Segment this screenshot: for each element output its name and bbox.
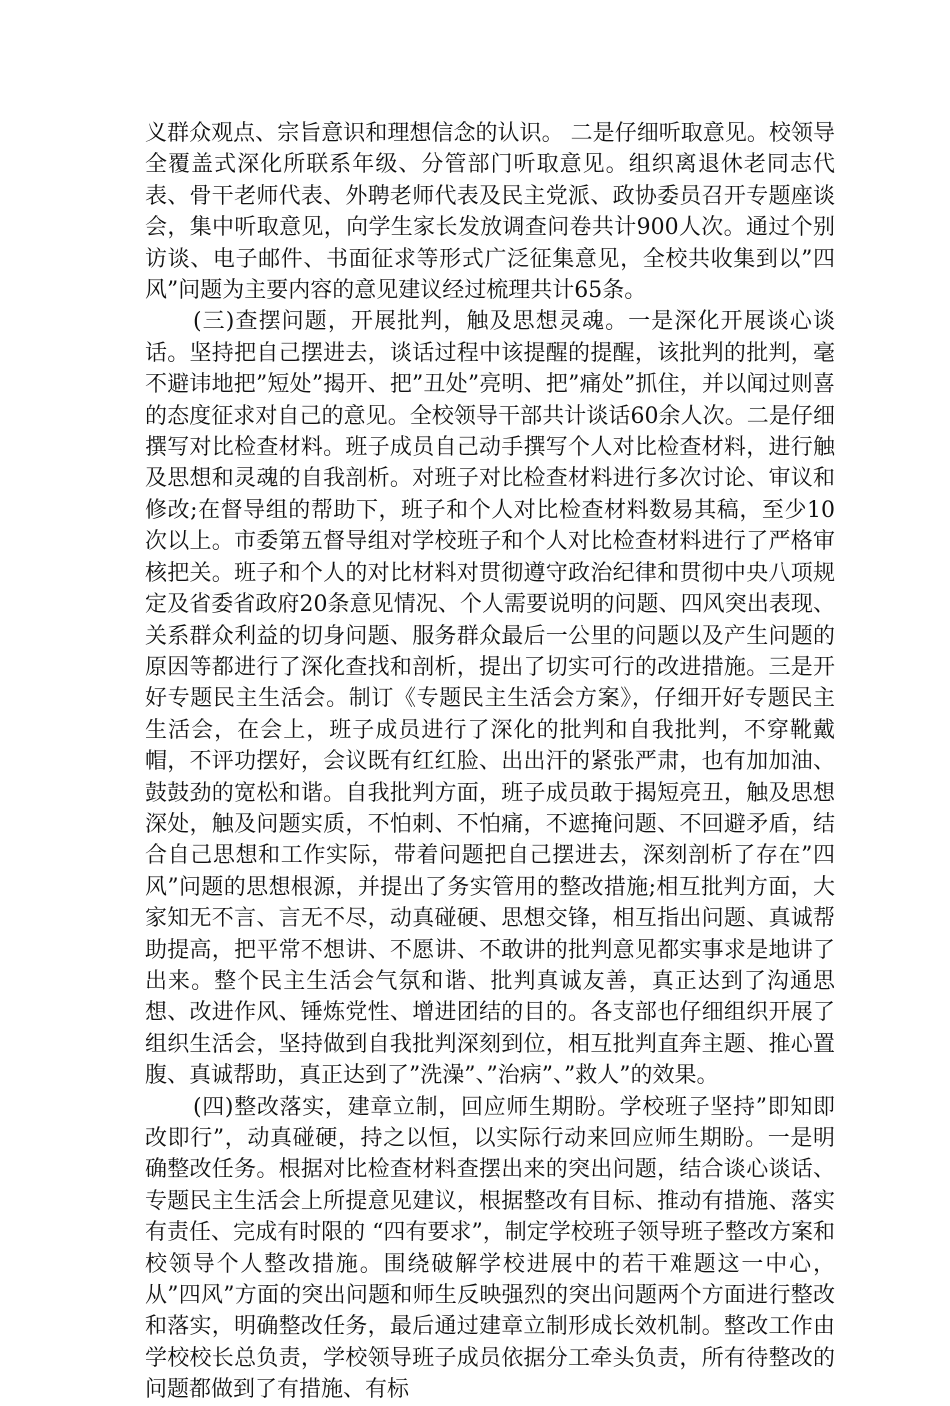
document-page [145,118,835,1406]
paragraph-2: (三)查摆问题，开展批判，触及思想灵魂。一是深化开展谈心谈话。坚持把自己摆进去，谈话过程中该提醒的提醒，该批判的批判，毫不避讳地把”短处”揭开、把”丑处”亮明、把”痛处”抓住，并以闻过则喜的态度征求对自己的意见。全校领导干部共计谈话60余人次。二是仔细撰写对比检查材料。班子成员自己动手撰写个人对比检查材料，进行触及思想和灵魂的自我剖析。对班子对比检查材料进行多次讨论、审议和修改;在督导组的帮助下，班子和个人对比检查材料数易其稿，至少10次以上。市委第五督导组对学校班子和个人对比检查材料进行了严格审核把关。班子和个人的对比材料对贯彻遵守政治纪律和贯彻中央八项规定及省委省政府20条意见情况、个人需要说明的问题、四风突出表现、关系群众利益的切身问题、服务群众最后一公里的问题以及产生问题的原因等都进行了深化查找和剖析，提出了切实可行的改进措施。三是开好专题民主生活会。制订《专题民主生活会方案》，仔细开好专题民主生活会，在会上，班子成员进行了深化的批判和自我批判，不穿靴戴帽，不评功摆好，会议既有红红脸、出出汗的紧张严肃，也有加加油、鼓鼓劲的宽松和谐。自我批判方面，班子成员敢于揭短亮丑，触及思想深处，触及问题实质，不怕刺、不怕痛，不遮掩问题、不回避矛盾，结合自己思想和工作实际，带着问题把自己摆进去，深刻剖析了存在”四风”问题的思想根源，并提出了务实管用的整改措施;相互批判方面，大家知无不言、言无不尽，动真碰硬、思想交锋，相互指出问题、真诚帮助提高，把平常不想讲、不愿讲、不敢讲的批判意见都实事求是地讲了出来。整个民主生活会气氛和谐、批判真诚友善，真正达到了沟通思想、改进作风、锤炼党性、增进团结的目的。各支部也仔细组织开展了组织生活会，坚持做到自我批判深刻到位，相互批判直奔主题、推心置腹、真诚帮助，真正达到了”洗澡”、”治病”、”救人”的效果。 [145,309,835,1089]
paragraph-1: 义群众观点、宗旨意识和理想信念的认识。 二是仔细听取意见。校领导全覆盖式深化所联系年级、分管部门听取意见。组织离退休老同志代表、骨干老师代表、外聘老师代表及民主党派、政协委员召开专题座谈会，集中听取意见，向学生家长发放调查问卷共计900人次。通过个别访谈、电子邮件、书面征求等形式广泛征集意见，全校共收集到以”四风”问题为主要内容的意见建议经过梳理共计65条。 [145,121,835,304]
paragraph-3: (四)整改落实，建章立制，回应师生期盼。学校班子坚持”即知即改即行”，动真碰硬，持之以恒，以实际行动来回应师生期盼。一是明确整改任务。根据对比检查材料查摆出来的突出问题，结合谈心谈话、专题民主生活会上所提意见建议，根据整改有目标、推动有措施、落实有责任、完成有时限的 “四有要求”，制定学校班子领导班子整改方案和校领导个人整改措施。围绕破解学校进展中的若干难题这一中心，从”四风”方面的突出问题和师生反映强烈的突出问题两个方面进行整改和落实，明确整改任务，最后通过建章立制形成长效机制。整改工作由学校校长总负责，学校领导班子成员依据分工牵头负责，所有待整改的问题都做到了有措施、有标 [145,1094,835,1403]
